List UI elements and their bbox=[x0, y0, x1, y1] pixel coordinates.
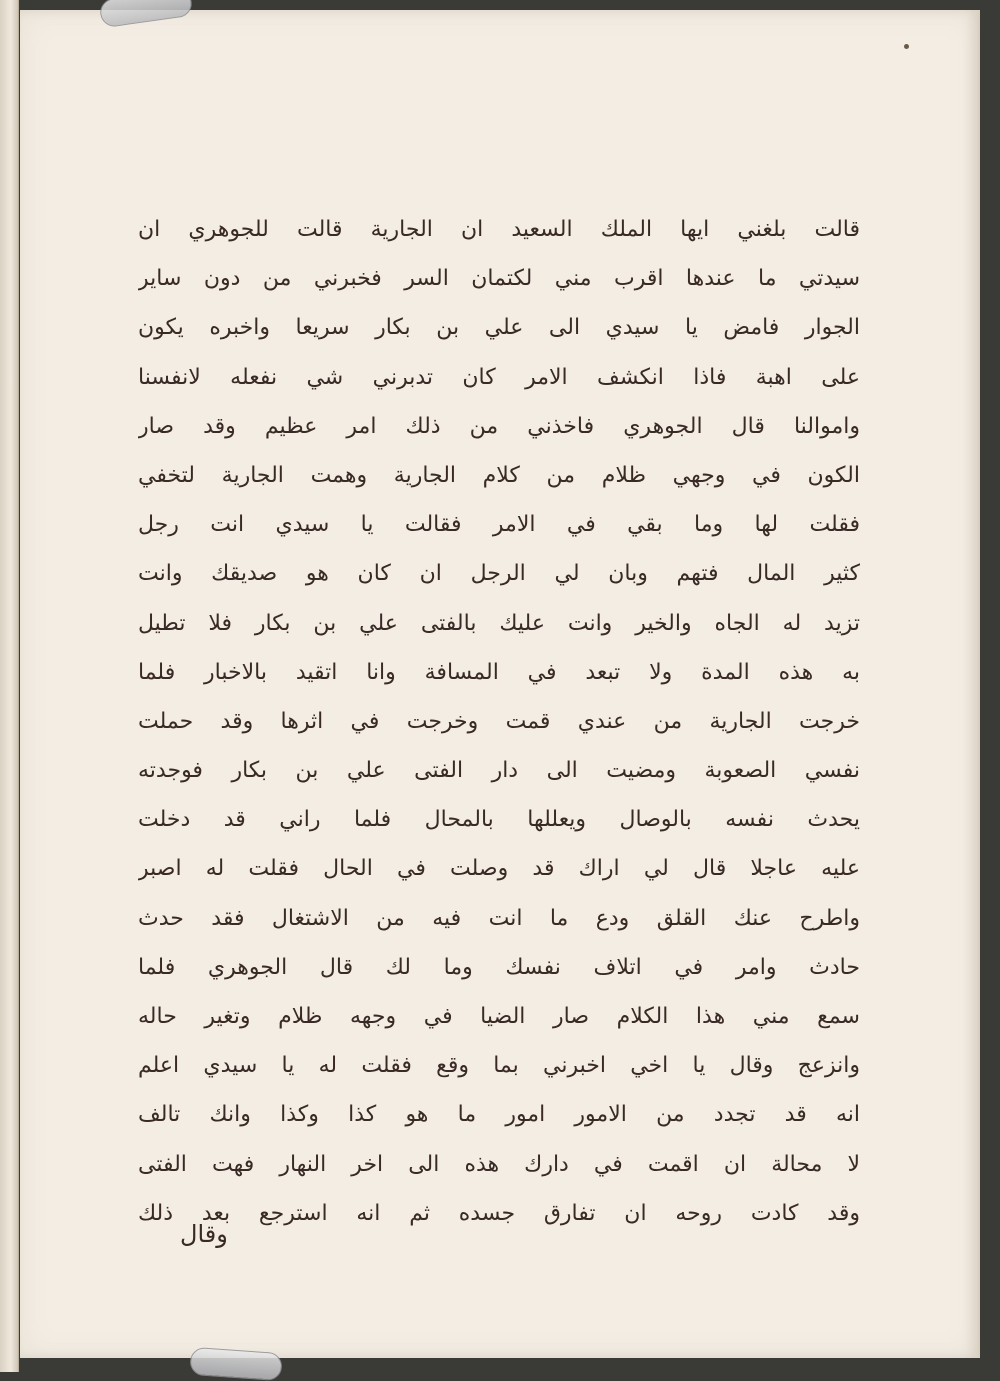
text-line: يحدث نفسه بالوصال ويعللها بالمحال فلما راني قد دخلت bbox=[138, 807, 860, 833]
manuscript-page bbox=[20, 10, 980, 1358]
text-line: سمع مني هذا الكلام صار الضيا في وجهه ظلام وتغير حاله bbox=[138, 1004, 860, 1029]
text-line: تزيد له الجاه والخير وانت عليك بالفتى علي بن بكار فلا تطيل bbox=[138, 610, 860, 636]
text-line: على اهبة فاذا انكشف الامر كان تدبرني شي نفعله لانفسنا bbox=[138, 364, 860, 390]
left-page-edge bbox=[0, 0, 19, 1372]
text-line: انه قد تجدد من الامور امور ما هو كذا وكذا وانك تالف bbox=[138, 1102, 860, 1128]
binder-clip-bottom bbox=[189, 1347, 283, 1381]
catchword: وقال bbox=[180, 1220, 228, 1248]
text-line: لا محالة ان اقمت في دارك هذه الى اخر النهار فهت الفتى bbox=[138, 1151, 860, 1177]
text-line: نفسي الصعوبة ومضيت الى دار الفتى علي بن بكار فوجدته bbox=[138, 758, 860, 784]
manuscript-text bbox=[138, 205, 860, 1238]
text-line: واطرح عنك القلق ودع ما انت فيه من الاشتغال فقد حدث bbox=[138, 905, 860, 931]
ink-spot bbox=[904, 44, 909, 49]
text-line: وانزعج وقال يا اخي اخبرني بما وقع فقلت له يا سيدي اعلم bbox=[138, 1053, 860, 1079]
text-line: عليه عاجلا قال لي اراك قد وصلت في الحال فقلت له اصبر bbox=[138, 856, 860, 882]
text-line: الكون في وجهي ظلام من كلام الجارية وهمت الجارية لتخفي bbox=[138, 462, 860, 488]
text-line: وقد كادت روحه ان تفارق جسده ثم انه استرجع بعد ذلك bbox=[138, 1200, 860, 1226]
text-line: به هذه المدة ولا تبعد في المسافة وانا اتقيد بالاخبار فلما bbox=[138, 659, 860, 685]
text-line: كثير المال فتهم وبان لي الرجل ان كان هو صديقك وانت bbox=[138, 561, 860, 587]
text-line: قالت بلغني ايها الملك السعيد ان الجارية قالت للجوهري ان bbox=[138, 217, 860, 242]
text-line: فقلت لها وما بقي في الامر فقالت يا سيدي انت رجل bbox=[138, 512, 860, 538]
text-line: سيدتي ما عندها اقرب مني لكتمان السر فخبرني من دون ساير bbox=[138, 266, 860, 292]
text-line: حادث وامر في اتلاف نفسك وما لك قال الجوهري فلما bbox=[138, 954, 860, 980]
text-line: واموالنا قال الجوهري فاخذني من ذلك امر عظيم وقد صار bbox=[138, 413, 860, 439]
text-line: خرجت الجارية من عندي قمت وخرجت في اثرها وقد حملت bbox=[138, 708, 860, 734]
text-line: الجوار فامض يا سيدي الى علي بن بكار سريعا واخبره يكون bbox=[138, 315, 860, 341]
